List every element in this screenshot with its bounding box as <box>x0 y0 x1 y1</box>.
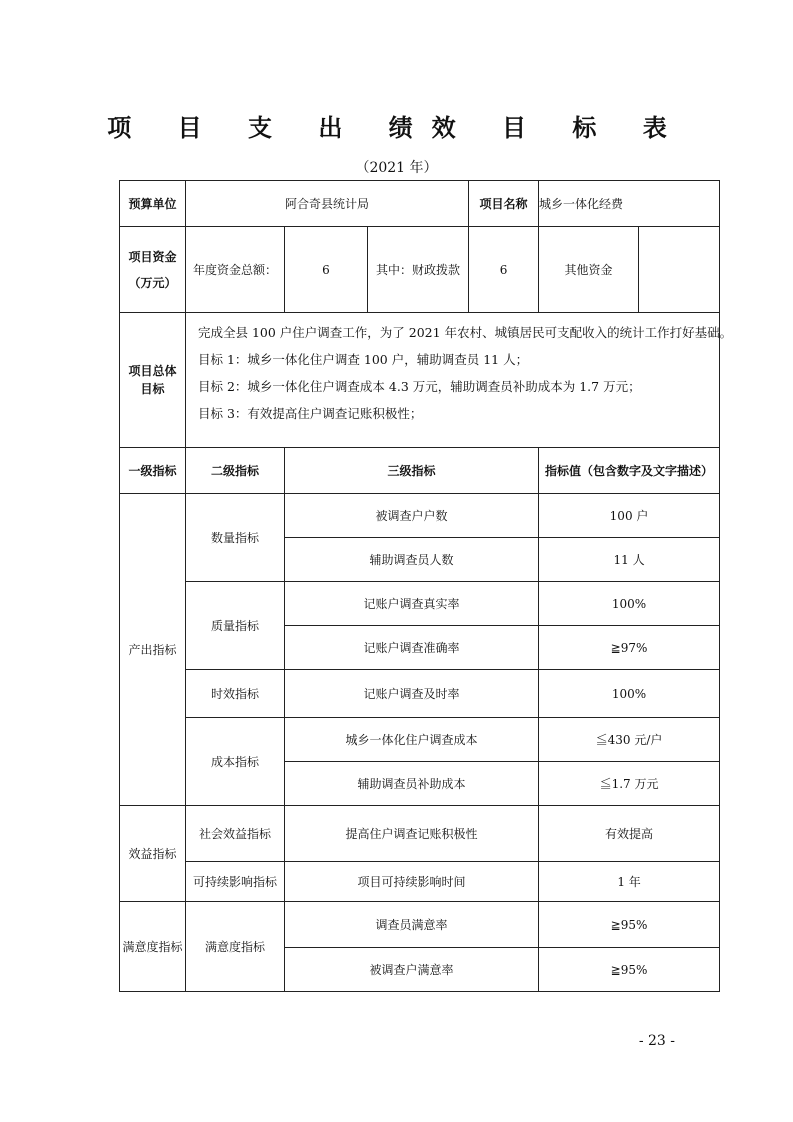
indicator-value: ≧95% <box>539 948 720 992</box>
indicator-item: 记账户调查真实率 <box>285 582 539 626</box>
indicator-item: 项目可持续影响时间 <box>285 862 539 902</box>
header-value: 指标值（包含数字及文字描述） <box>539 448 720 494</box>
table-row <box>120 806 720 862</box>
fiscal-funds-value: 6 <box>469 227 539 313</box>
indicator-item: 记账户调查及时率 <box>285 670 539 718</box>
benefit-indicator: 效益指标 <box>120 806 186 902</box>
project-name-value: 城乡一体化经费 <box>539 181 720 227</box>
quality-indicator: 质量指标 <box>186 582 285 670</box>
goal-line-3: 目标 3：有效提高住户调查记账积极性； <box>198 406 423 421</box>
budget-unit-value: 阿合奇县统计局 <box>186 181 469 227</box>
table-row <box>120 902 720 948</box>
indicator-header-row <box>120 448 720 494</box>
table-row <box>120 582 720 626</box>
goal-line-2: 目标 2：城乡一体化住户调查成本 4.3 万元，辅助调查员补助成本为 1.7 万元； <box>198 379 641 394</box>
goals-label: 项目总体目标 <box>120 313 186 448</box>
goals-row <box>120 313 720 448</box>
page-number: - 23 - <box>638 1033 675 1049</box>
sustainability-indicator: 可持续影响指标 <box>186 862 285 902</box>
indicator-item: 记账户调查准确率 <box>285 626 539 670</box>
table-row <box>120 718 720 762</box>
budget-unit-row <box>120 181 720 227</box>
indicator-item: 城乡一体化住户调查成本 <box>285 718 539 762</box>
project-name-label: 项目名称 <box>469 181 539 227</box>
funds-label <box>120 227 186 313</box>
total-funds-label: 年度资金总额： <box>186 227 285 313</box>
other-funds-label: 其他资金 <box>539 227 639 313</box>
indicator-value: 1 年 <box>539 862 720 902</box>
budget-unit-label: 预算单位 <box>120 181 186 227</box>
performance-table <box>119 180 733 992</box>
indicator-value: 11 人 <box>539 538 720 582</box>
satisfaction-indicator: 满意度指标 <box>120 902 186 992</box>
funds-label-line2: （万元） <box>128 275 177 290</box>
total-funds-value: 6 <box>285 227 368 313</box>
social-benefit-indicator: 社会效益指标 <box>186 806 285 862</box>
goal-line-1: 目标 1：城乡一体化住户调查 100 户，辅助调查员 11 人； <box>198 352 529 367</box>
indicator-value: ≦430 元/户 <box>539 718 720 762</box>
satisfaction-subindicator: 满意度指标 <box>186 902 285 992</box>
indicator-item: 辅助调查员人数 <box>285 538 539 582</box>
page-title: 项 目 支 出 绩效 目 标 表 <box>107 114 686 142</box>
header-level1: 一级指标 <box>120 448 186 494</box>
header-level3: 三级指标 <box>285 448 539 494</box>
quantity-indicator: 数量指标 <box>186 494 285 582</box>
funds-label-line1: 项目资金 <box>128 249 177 264</box>
indicator-value: 100% <box>539 582 720 626</box>
other-funds-value <box>639 227 720 313</box>
timeliness-indicator: 时效指标 <box>186 670 285 718</box>
funds-row <box>120 227 720 313</box>
indicator-item: 被调查户满意率 <box>285 948 539 992</box>
indicator-value: 100% <box>539 670 720 718</box>
indicator-value: 有效提高 <box>539 806 720 862</box>
indicator-item: 提高住户调查记账积极性 <box>285 806 539 862</box>
output-indicator: 产出指标 <box>120 494 186 806</box>
goal-line-0: 完成全县 100 户住户调查工作，为了 2021 年农村、城镇居民可支配收入的统计工作打好基础。 <box>198 325 733 340</box>
header-level2: 二级指标 <box>186 448 285 494</box>
fiscal-funds-label: 其中：财政拨款 <box>368 227 469 313</box>
indicator-value: ≦1.7 万元 <box>539 762 720 806</box>
indicator-value: ≧97% <box>539 626 720 670</box>
indicator-value: 100 户 <box>539 494 720 538</box>
goals-text <box>186 313 733 448</box>
table-row <box>120 862 720 902</box>
table-row <box>120 670 720 718</box>
indicator-value: ≧95% <box>539 902 720 948</box>
indicator-item: 调查员满意率 <box>285 902 539 948</box>
cost-indicator: 成本指标 <box>186 718 285 806</box>
year-subtitle: （2021 年） <box>355 160 438 176</box>
table-row <box>120 494 720 538</box>
indicator-item: 辅助调查员补助成本 <box>285 762 539 806</box>
indicator-item: 被调查户户数 <box>285 494 539 538</box>
